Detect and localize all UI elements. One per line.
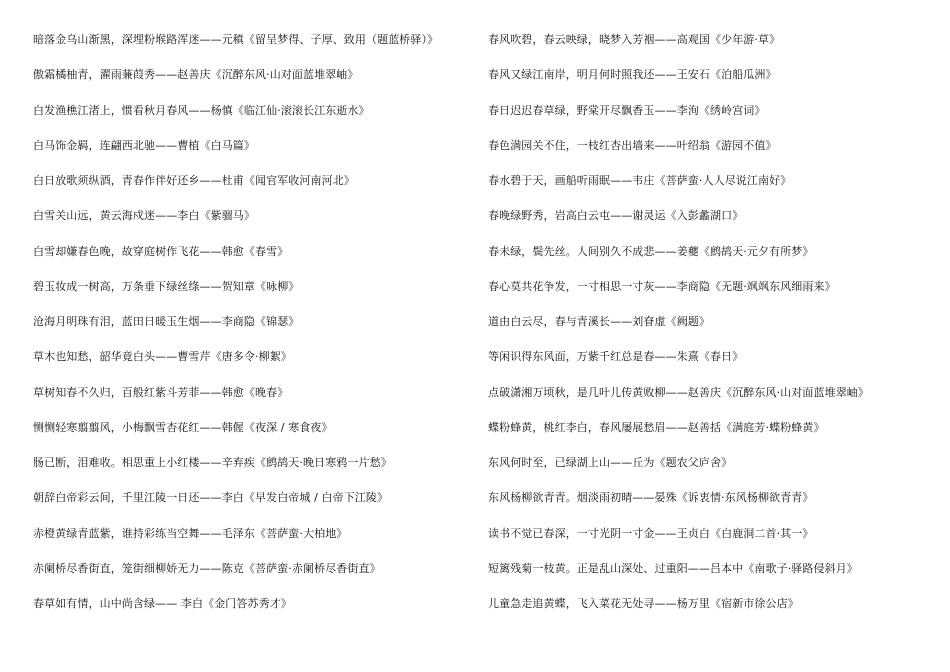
verse-line: 白雪却嫌春色晚，故穿庭树作飞花——韩愈《春雪》 bbox=[33, 244, 289, 258]
verse-line: 东风杨柳欲青青。烟淡雨初晴——晏殊《诉衷情·东风杨柳欲青青》 bbox=[488, 491, 814, 505]
verse-line: 肠已断，泪难收。相思重上小红楼——辛弃疾《鹧鸪天·晚日寒鸦一片愁》 bbox=[33, 456, 392, 469]
verse-line: 春色满园关不住，一枝红杏出墙来——叶绍翁《游园不值》 bbox=[488, 138, 777, 152]
verse-line: 白日放歌须纵酒，青春作伴好还乡——杜甫《闻官军收河南河北》 bbox=[33, 174, 355, 187]
verse-line: 白马饰金羁，连翩西北驰——曹植《白马篇》 bbox=[33, 138, 255, 152]
verse-line: 草木也知愁，韶华竟白头——曹雪芹《唐多令·柳絮》 bbox=[33, 350, 292, 364]
verse-line: 蝶粉蜂黄，桃红李白，春风屡展愁眉——赵善括《满庭芳·蝶粉蜂黄》 bbox=[488, 420, 825, 434]
right-column bbox=[488, 30, 938, 629]
verse-line: 傲霜橘柚青，濯雨蒹葭秀——赵善庆《沉醉东风·山对面蓝堆翠岫》 bbox=[33, 68, 359, 82]
verse-line: 朝辞白帝彩云间，千里江陵一日还——李白《早发白帝城 / 白帝下江陵》 bbox=[33, 491, 389, 505]
verse-line: 赤橙黄绿青蓝紫，谁持彩练当空舞——毛泽东《菩萨蛮·大柏地》 bbox=[33, 526, 348, 540]
verse-line: 春风吹碧，春云映绿，晓梦入芳裀——高观国《少年游·草》 bbox=[488, 33, 781, 46]
verse-line: 读书不觉已春深，一寸光阴一寸金——王贞白《白鹿洞二首·其一》 bbox=[488, 526, 814, 540]
verse-line: 儿童急走追黄蝶，飞入菜花无处寻——杨万里《宿新市徐公店》 bbox=[488, 597, 799, 610]
verse-line: 春未绿，鬓先丝。人间别久不成悲——姜夔《鹧鸪天·元夕有所梦》 bbox=[488, 244, 814, 258]
verse-line: 春草如有情，山中尚含绿—— 李白《金门答苏秀才》 bbox=[33, 597, 292, 610]
verse-line: 春晚绿野秀，岩高白云屯——谢灵运《入彭蠡湖口》 bbox=[488, 209, 744, 223]
verse-line: 沧海月明珠有泪，蓝田日暖玉生烟——李商隐《锦瑟》 bbox=[33, 315, 300, 328]
verse-line: 恻恻轻寒翦翦风，小梅飘雪杏花红——韩偓《夜深 / 寒食夜》 bbox=[33, 420, 333, 434]
verse-line: 等闲识得东风面，万紫千红总是春——朱熹《春日》 bbox=[488, 350, 744, 364]
verse-line: 春日迟迟春草绿，野棠开尽飘香玉——李洵《绣岭宫词》 bbox=[488, 103, 766, 117]
verse-line: 赤阑桥尽香街直，笼街细柳娇无力——陈克《菩萨蛮·赤阑桥尽香街直》 bbox=[33, 561, 381, 575]
verse-line: 点破潇湘万顷秋，是几叶儿传黄败柳——赵善庆《沉醉东风·山对面蓝堆翠岫》 bbox=[488, 385, 869, 399]
verse-line: 道由白云尽，春与青溪长——刘眘虚《阙题》 bbox=[488, 315, 710, 328]
verse-line: 东风何时至，已绿湖上山——丘为《题农父庐舍》 bbox=[488, 456, 733, 469]
verse-line: 春水碧于天，画船听雨眠——韦庄《菩萨蛮·人人尽说江南好》 bbox=[488, 174, 792, 187]
verse-line: 碧玉妆成一树高，万条垂下绿丝绦——贺知章《咏柳》 bbox=[33, 279, 300, 293]
verse-line: 白发渔樵江渚上，惯看秋月春风——杨慎《临江仙·滚滚长江东逝水》 bbox=[33, 103, 370, 117]
left-column bbox=[33, 30, 473, 629]
verse-line: 春心莫共花争发，一寸相思一寸灰——李商隐《无题·飒飒东风细雨来》 bbox=[488, 279, 836, 293]
verse-line: 春风又绿江南岸，明月何时照我还——王安石《泊船瓜洲》 bbox=[488, 68, 777, 82]
verse-line: 草树知春不久归，百般红紫斗芳菲——韩愈《晚春》 bbox=[33, 385, 289, 399]
verse-line: 白雪关山远，黄云海戍迷——李白《紫骝马》 bbox=[33, 209, 255, 223]
verse-line: 暗落金乌山渐黑，深埋粉堠路浑迷——元稹《留呈梦得、子厚、致用（题蓝桥驿）》 bbox=[33, 33, 439, 46]
verse-line: 短篱残菊一枝黄。正是乱山深处、过重阳——吕本中《南歌子·驿路侵斜月》 bbox=[488, 561, 858, 575]
